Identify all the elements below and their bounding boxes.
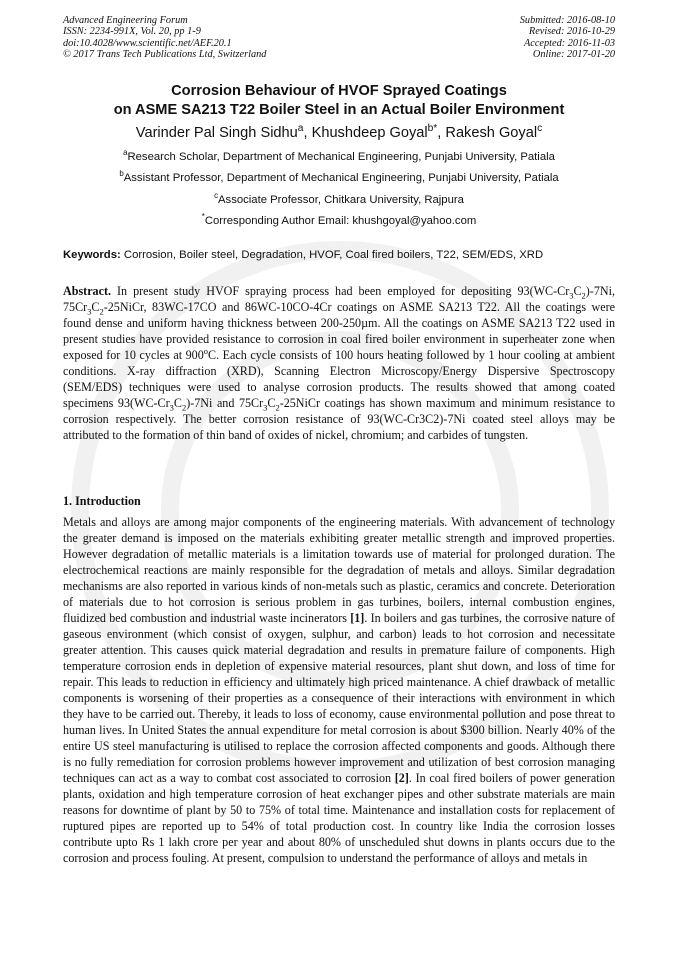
author-3-name: Rakesh Goyal <box>445 125 538 141</box>
corresponding-author <box>40 214 638 228</box>
author-1-name: Varinder Pal Singh Sidhu <box>135 125 298 141</box>
author-1-mark: a <box>297 123 304 135</box>
author-list <box>40 124 638 142</box>
abstract-text: In present study HVOF spraying process had been employed for depositing 93(WC-Cr <box>111 284 570 298</box>
journal-header-left <box>63 15 266 60</box>
affiliation-text: Associate Professor, Chitkara University, Rajpura <box>218 194 464 206</box>
keywords-text: Corrosion, Boiler steel, Degradation, HVOF, Coal fired boilers, T22, SEM/EDS, XRD <box>120 249 544 261</box>
author-separator: , <box>437 125 446 141</box>
subscript: 3 <box>569 290 574 301</box>
abstract-text: C <box>573 284 582 298</box>
subscript: 3 <box>169 402 174 413</box>
submitted-date: Submitted: 2016-08-10 <box>519 15 615 26</box>
abstract-text: )-7Ni and 75Cr <box>186 396 264 410</box>
affiliation-mark: c <box>214 191 219 201</box>
author-2-mark: b* <box>427 123 438 135</box>
abstract-text: -25NiCr coatings has shown maximum and minimum resistance to corrosion respectively. The better corrosion resistance of 93(WC-Cr3C2)-7Ni coated steel alloys may be attributed to the formation of thin band of oxides of nickel, chromium; and carbides of tungsten. <box>63 396 615 442</box>
journal-issn: ISSN: 2234-991X, Vol. 20, pp 1-9 <box>63 26 201 38</box>
abstract-paragraph <box>63 283 615 443</box>
subscript: 3 <box>263 402 268 413</box>
affiliation-text: Assistant Professor, Department of Mechanical Engineering, Punjabi University, Patiala <box>123 172 559 184</box>
author-separator: , <box>303 125 312 141</box>
abstract-text: C. Each cycle consists of 100 hours heating followed by 1 hour cooling at ambient conditions. X-ray diffraction (XRD), Scanning Electron Microscopy/Energy Dispersive Spectroscopy (SEM/EDS) techniques were used to analyse corrosion products. The results showed that among coated specimens 93(WC-Cr <box>63 348 615 410</box>
abstract-label: Abstract. <box>63 284 112 298</box>
title-line-1: Corrosion Behaviour of HVOF Sprayed Coatings <box>171 83 507 99</box>
keywords-line <box>63 248 615 262</box>
intro-text: Metals and alloys are among major components of the engineering materials. With advancement of technology the greater demand is imposed on the materials exhibiting greater metallic strength and improved properties. However degradation of metallic materials is a limitation towards use of material for prolonged duration. The electrochemical reactions are mainly responsible for the degradation of metals and alloys. Similar degradation mechanisms are also reported in various kinds of non-metals such as plastic, ceramics and concrete. Deterioration of materials due to hot corrosion is serious problem in gas turbines, boilers, internal combustion engines, fluidized bed combustion and industrial waste incinerators <box>63 515 615 625</box>
introduction-paragraph <box>63 514 615 866</box>
abstract-text: C <box>173 396 182 410</box>
revised-date: Revised: 2016-10-29 <box>528 26 615 38</box>
keywords-label: Keywords: <box>63 249 121 261</box>
accepted-date: Accepted: 2016-11-03 <box>523 37 615 49</box>
journal-name: Advanced Engineering Forum <box>63 15 188 26</box>
affiliation-text: Research Scholar, Department of Mechanical Engineering, Punjabi University, Patiala <box>127 151 555 163</box>
subscript: 2 <box>99 306 104 317</box>
intro-text: . In coal fired boilers of power generation plants, oxidation and high temperature corrosion of heat exchanger pipes and other substrate materials are main reasons for downtime of plant by 50 to 75% of total time. Maintenance and installation costs for replacement of ruptured pipes are reported up to 54% of total production cost. In country like India the corrosion losses contribute upto Rs 1 lakh crore per year and about 80% of unscheduled shut downs in plants occurs due to the corrosion and process fouling. At present, compulsion to understand the performance of alloys and metals in <box>63 771 616 865</box>
affiliation-mark: * <box>201 212 205 222</box>
affiliation-mark: b <box>119 169 124 179</box>
corresponding-email[interactable]: Corresponding Author Email: khushgoyal@yahoo.com <box>204 215 477 227</box>
abstract-text: )-7Ni, 75Cr <box>63 284 615 314</box>
affiliation-b <box>40 171 638 185</box>
online-date: Online: 2017-01-20 <box>532 48 615 60</box>
citation-link[interactable]: [1] <box>350 611 365 625</box>
degree-superscript: o <box>203 345 208 356</box>
doi-link[interactable]: doi:10.4028/www.scientific.net/AEF.20.1 <box>63 37 232 49</box>
section-heading-introduction: 1. Introduction <box>63 494 141 508</box>
subscript: 2 <box>581 290 586 301</box>
subscript: 2 <box>181 402 187 413</box>
affiliation-mark: a <box>123 148 128 158</box>
subscript: 3 <box>87 306 92 317</box>
citation-link[interactable]: [2] <box>394 771 409 785</box>
affiliation-c <box>40 193 638 207</box>
author-3-mark: c <box>537 123 543 135</box>
subscript: 2 <box>275 402 280 413</box>
paper-title <box>40 82 638 120</box>
journal-header-right <box>520 15 615 60</box>
abstract-text: C <box>91 300 100 314</box>
copyright-notice: © 2017 Trans Tech Publications Ltd, Switzerland <box>63 48 267 60</box>
title-line-2: on ASME SA213 T22 Boiler Steel in an Actual Boiler Environment <box>113 102 565 118</box>
affiliation-a <box>40 150 638 164</box>
author-2-name: Khushdeep Goyal <box>311 125 428 141</box>
abstract-text: -25NiCr, 83WC-17CO and 86WC-10CO-4Cr coatings on ASME SA213 T22. All the coatings were found dense and uniform having thickness between 200-250µm. All the coatings on ASME SA213 T22 used in present studies have provided resistance to corrosion in coal fired boiler environment in superheater zone when exposed for 10 cycles at 900 <box>63 300 615 362</box>
intro-text: . In boilers and gas turbines, the corrosive nature of gaseous environment (which consist of oxygen, sulphur, and carbon) leads to hot corrosion and necessitate greater attention. This causes quick material degradation and results in premature failure of components. High temperature corrosion ends in depletion of expensive material resources, plant shut down, and loss of time for repair. This leads to reduction in efficiency and ultimately high priced maintenance. A chief drawback of metallic components is worsening of their properties as a consequence of their interactions with environment in which they have to be carried out. Thereby, it leads to loss of economy, cause environmental pollution and pose threat to human lives. In United States the annual expenditure for metal corrosion is about $300 billion. Nearly 40% of the entire US steel manufacturing is utilised to replace the corrosion affected components and goods. Although there is no fully remediation for corrosion problems however improvement and utilization of best corrosion managing techniques can act as a way to combat cost associated to corrosion <box>63 611 615 785</box>
abstract-text: C <box>267 396 276 410</box>
